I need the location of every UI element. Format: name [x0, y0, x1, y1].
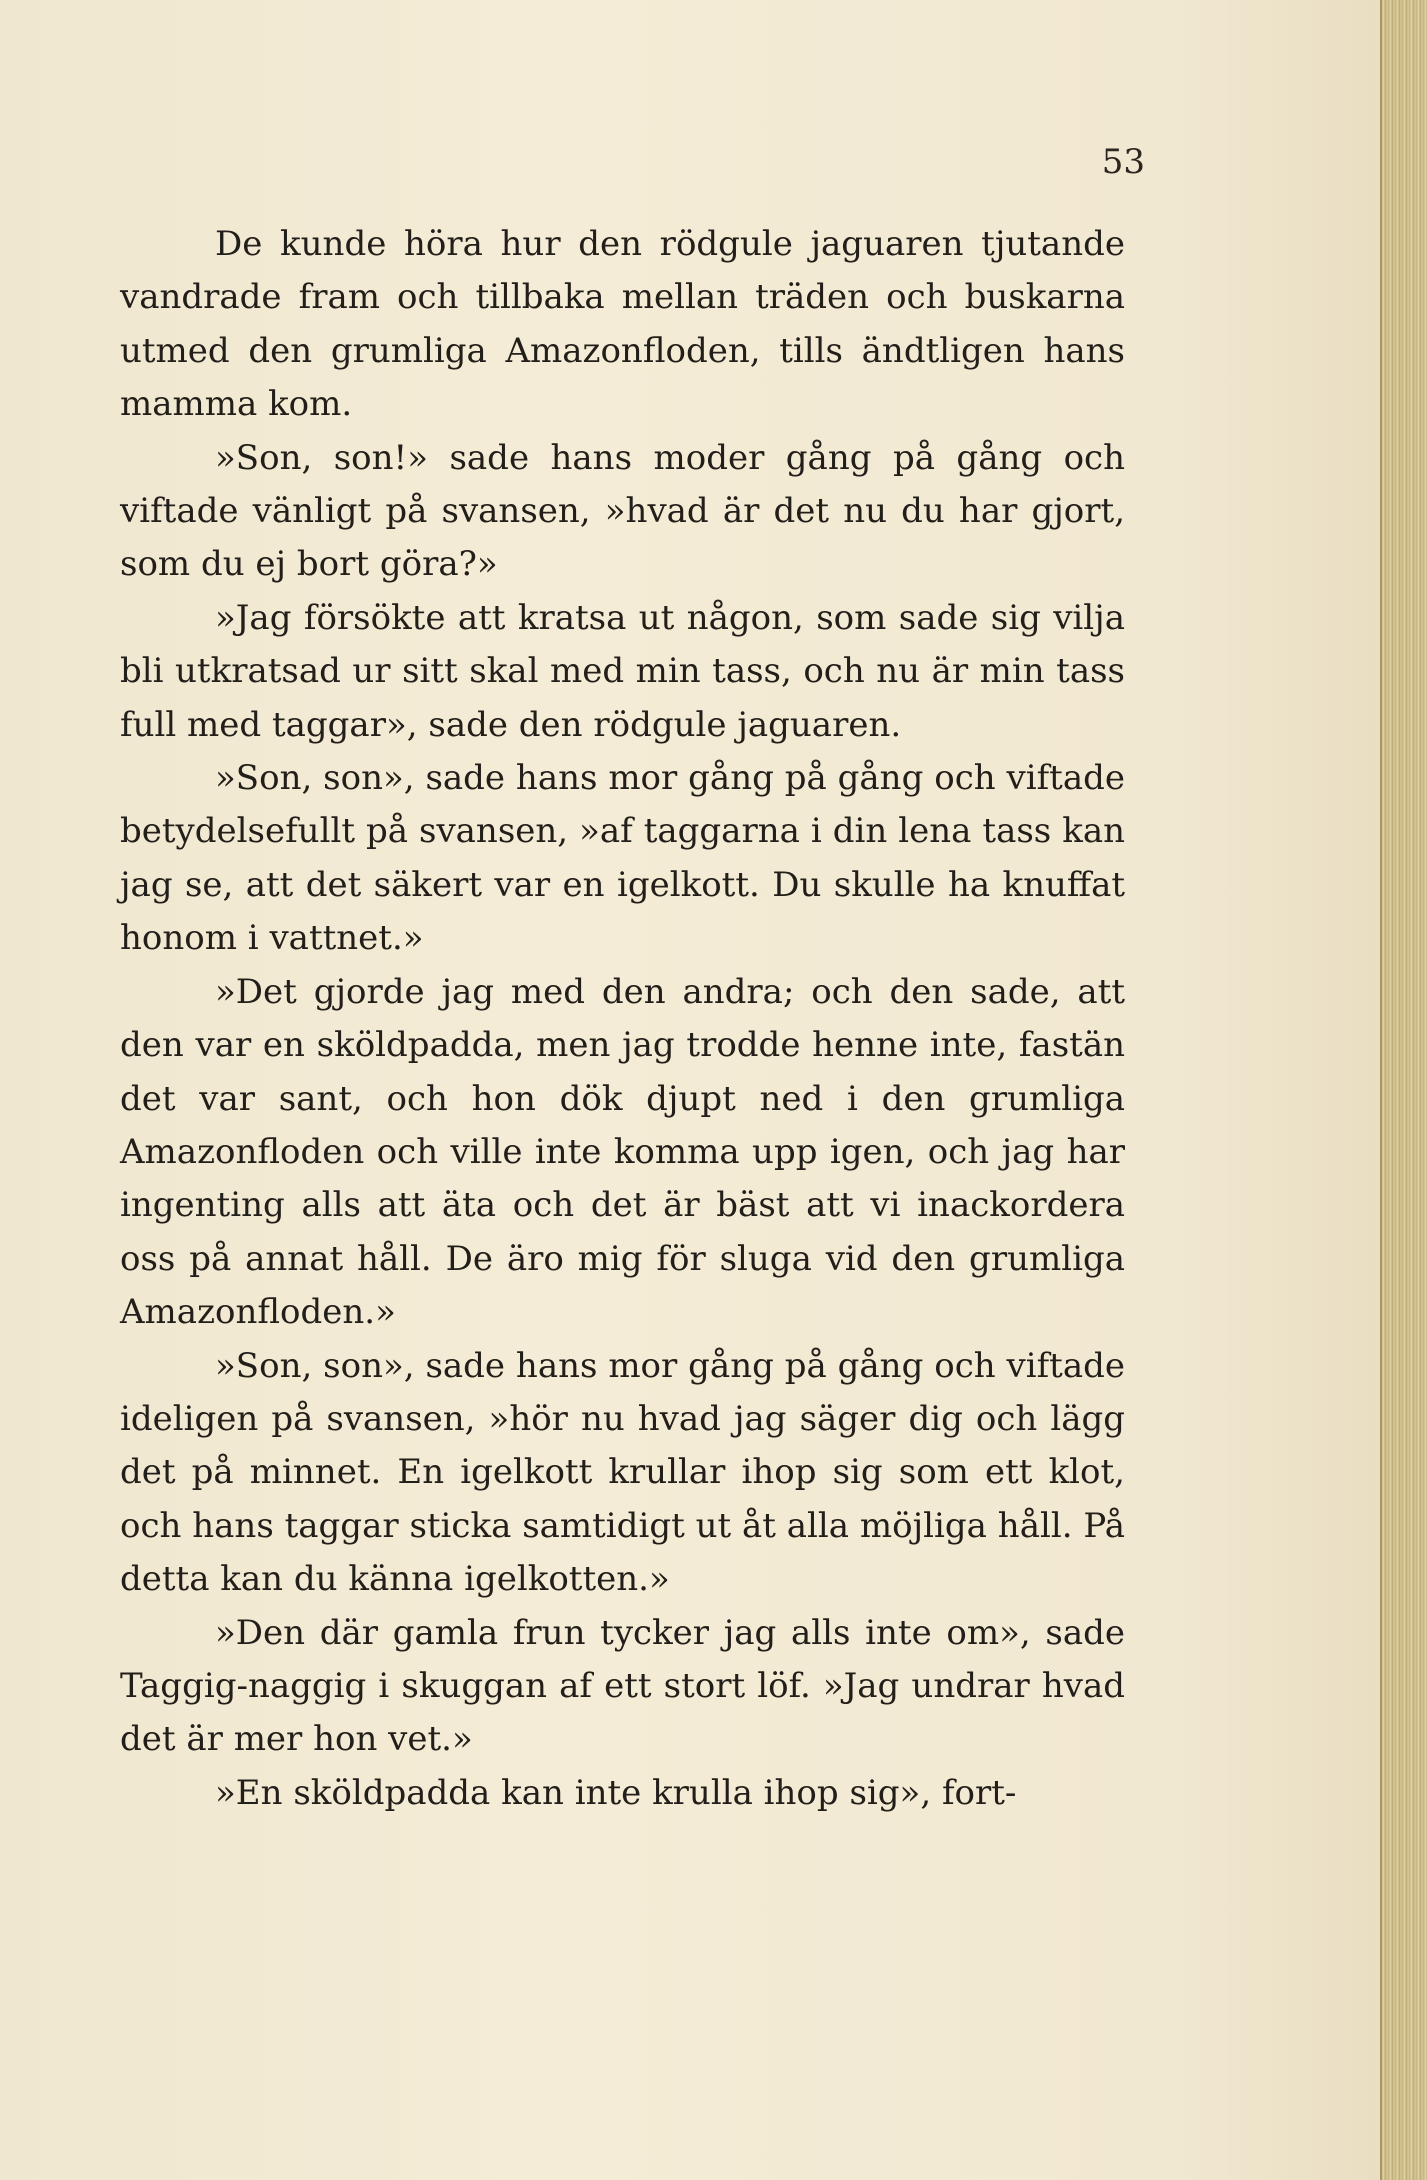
- paragraph-7: »Den där gamla frun tycker jag alls inte om», sade Taggig-naggig i skuggan af ett stort löf. »Jag undrar hvad det är mer hon vet.»: [120, 1612, 1125, 1760]
- page-number: 53: [1101, 142, 1145, 182]
- paragraph-1: De kunde höra hur den rödgule jaguaren tjutande vandrade fram och tillbaka mellan träden och buskarna utmed den grumliga Amazonfloden, tills ändtligen hans mamma kom.: [120, 224, 1125, 425]
- page-edge: [1380, 0, 1427, 2180]
- paragraph-3: »Jag försökte att kratsa ut någon, som sade sig vilja bli utkratsad ur sitt skal med min tass, och nu är min tass full med taggar», sade den rödgule jaguaren.: [120, 597, 1125, 745]
- paragraph-6: »Son, son», sade hans mor gång på gång och viftade ideligen på svansen, »hör nu hvad jag säger dig och lägg det på minnet. En igelkott krullar ihop sig som ett klot, och hans taggar sticka samtidigt ut åt alla möjliga håll. På detta kan du känna igelkotten.»: [120, 1345, 1125, 1600]
- paragraph-8: »En sköldpadda kan inte krulla ihop sig», fort-: [215, 1772, 1017, 1813]
- paragraph-4: »Son, son», sade hans mor gång på gång och viftade betydelsefullt på svansen, »af taggarna i din lena tass kan jag se, att det säkert var en igelkott. Du skulle ha knuffat honom i vattnet.»: [120, 758, 1125, 959]
- paragraph-5: »Det gjorde jag med den andra; och den sade, att den var en sköldpadda, men jag trodde henne inte, fastän det var sant, och hon dök djupt ned i den grumliga Amazonfloden och ville inte komma upp igen, och jag har ingenting alls att äta och det är bäst att vi inackordera oss på annat håll. De äro mig för sluga vid den grumliga Amazonfloden.»: [120, 971, 1125, 1333]
- body-text: [120, 218, 1125, 1820]
- paragraph-2: »Son, son!» sade hans moder gång på gång och viftade vänligt på svansen, »hvad är det nu du har gjort, som du ej bort göra?»: [120, 437, 1125, 585]
